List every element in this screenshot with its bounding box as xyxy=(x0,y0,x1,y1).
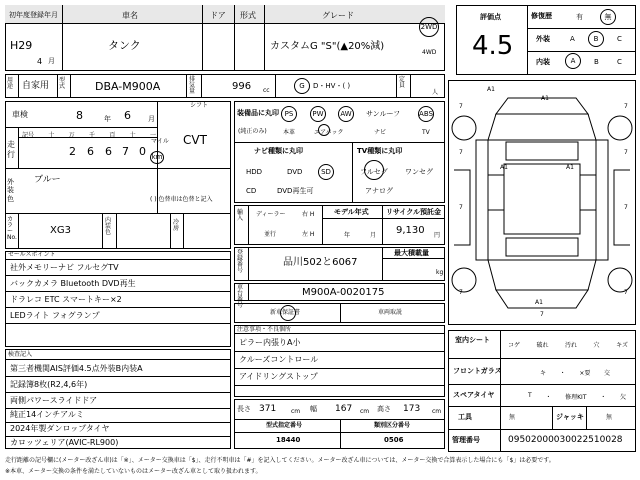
model-month-unit: 月 xyxy=(370,232,377,239)
panel-bracket: 7 xyxy=(459,103,463,110)
tv-oneseg: ワンセグ xyxy=(405,168,433,176)
row2-frame xyxy=(5,74,445,98)
import-dealer: ディーラー xyxy=(256,211,286,218)
panel-bracket: 7 xyxy=(624,289,628,296)
manual-label: 車両取説 xyxy=(378,309,403,316)
grade-label: グレード xyxy=(322,11,354,20)
interior-grade-b: B xyxy=(594,58,599,66)
inspector-note-line: カロッツェリア(AVIC-RL900) xyxy=(10,438,119,447)
height-unit: cm xyxy=(432,408,442,415)
damage-mark: A1 xyxy=(487,86,495,93)
damage-mark: A1 xyxy=(566,164,574,171)
width-label: 幅 xyxy=(310,405,317,413)
mile-unit: マイル xyxy=(151,138,169,145)
km-circle: km xyxy=(150,151,164,164)
length-label: 長さ xyxy=(237,405,251,413)
score-value: 4.5 xyxy=(472,31,514,61)
drive-2wd-circle: 2WD xyxy=(419,17,439,37)
import-label: 輸入 xyxy=(237,209,244,222)
notes-right-line: アイドリングストップ xyxy=(239,372,318,381)
exterior-grade-label: 外装 xyxy=(536,35,550,43)
interior-grade-a-circle: A xyxy=(565,53,581,69)
mileage-digit: 6 xyxy=(105,145,112,158)
max-load-unit: kg xyxy=(436,269,444,276)
grade-value: カスタムG "S"(▲20%減) xyxy=(270,41,385,52)
navi-label: ナビ xyxy=(374,129,387,136)
rear-hatch-outline xyxy=(488,260,596,290)
panel-bracket: 7 xyxy=(540,311,544,318)
tools-value: 無 xyxy=(509,414,516,421)
score-label: 評価点 xyxy=(480,13,501,21)
warranty-circle xyxy=(280,305,296,321)
exterior-color-value: ブルー xyxy=(34,175,61,185)
tv-label: TV xyxy=(422,129,430,136)
recycle-value: 9,130 xyxy=(396,225,425,236)
color-no-value: XG3 xyxy=(50,225,71,236)
panel-bracket: 7 xyxy=(459,149,463,156)
roof-outline xyxy=(504,164,580,234)
height-label: 高さ xyxy=(377,405,391,413)
equipment-title: 装備品に丸印 xyxy=(237,109,279,117)
inspection-label: 車検 xyxy=(12,110,28,119)
equipment-sub: (純正のみ) xyxy=(238,128,267,135)
exterior-grade-b-circle: B xyxy=(588,31,604,47)
wheel-front-left xyxy=(452,116,476,140)
navi-title: ナビ種類に丸印 xyxy=(254,147,303,155)
import-parallel: 並行 xyxy=(264,231,277,238)
repair-no-circle: 無 xyxy=(600,9,616,25)
sales-points-title: セールスポイント xyxy=(8,251,56,258)
type-value: DBA-M900A xyxy=(95,80,161,93)
tv-fullseg: フルセグ xyxy=(360,168,388,176)
inspection-month-unit: 月 xyxy=(148,115,155,123)
first-reg-label: 初年度登録年月 xyxy=(9,11,58,19)
right-side-outline xyxy=(596,140,608,260)
wheel-rear-right xyxy=(608,268,632,292)
car-name: タンク xyxy=(108,39,141,52)
interior-sheet-label: 室内シート xyxy=(455,336,490,344)
navi-hdd: HDD xyxy=(246,168,263,176)
new-car-warranty: 新車保証書 xyxy=(270,309,301,316)
notes-right-title: 注意事項・不良個所 xyxy=(237,326,292,333)
damage-mark: A1 xyxy=(535,299,543,306)
damage-mark: A1 xyxy=(500,164,508,171)
wheel-rear-left xyxy=(452,268,476,292)
sales-point-line: バックカメラ Bluetooth DVD再生 xyxy=(10,279,136,288)
length-unit: cm xyxy=(291,408,301,415)
model-label: 形式 xyxy=(240,11,256,20)
inspector-note-line: 2024年製ダンロップタイヤ xyxy=(10,424,110,433)
abs-circle: ABS xyxy=(418,106,434,122)
inspection-month: 6 xyxy=(124,109,131,122)
sales-point-line: LEDライト フォグランプ xyxy=(10,311,100,320)
use-label: 用途 xyxy=(7,77,14,90)
notes-right-line: ピラー内張りA小 xyxy=(239,338,301,347)
recycle-unit: 円 xyxy=(434,232,441,239)
rear-window-outline xyxy=(506,238,578,256)
interior-color-label: 内装色 xyxy=(105,217,112,236)
tv-analog: アナログ xyxy=(365,187,393,195)
inspector-notes-title: 検査記入 xyxy=(8,351,33,358)
aircon-label: 冷房 xyxy=(173,219,180,232)
inspection-year-unit: 年 xyxy=(104,115,111,123)
inspector-note-line: 両側パワースライドドア xyxy=(10,396,98,405)
aw-circle: AW xyxy=(338,106,354,122)
model-year-label: モデル年式 xyxy=(334,208,369,216)
sales-point-line: ドラレコ ETC スマートキー×2 xyxy=(10,295,122,304)
airbag-label: エアバック xyxy=(314,129,344,136)
exterior-color-label: 外装色 xyxy=(7,178,14,203)
plate-value: 品川502と6067 xyxy=(283,257,358,268)
panel-bracket: 7 xyxy=(624,149,628,156)
interior-grade-label: 内装 xyxy=(536,58,550,66)
navi-cd: CD xyxy=(246,187,257,195)
mileage-digit: 2 xyxy=(69,145,76,158)
color-no-label: カラーNo. xyxy=(7,216,17,241)
car-diagram xyxy=(448,80,636,325)
width-unit: cm xyxy=(360,408,370,415)
max-load-label: 最大積載量 xyxy=(394,249,429,257)
plate-label: 登録番号 xyxy=(237,249,244,274)
mileage-col-labels: 記号 十 万 千 百 十 一 xyxy=(22,132,156,139)
footer-line-1: 走行距離の記号欄に(メーター改ざん車)は「※」、メーター交換車は「$」、走行不明車は「#」を記入してください。メーター改ざん車については、メーター交換で合算表示した場合にも「$」は必要です。 xyxy=(5,457,555,464)
use-value: 自家用 xyxy=(22,81,50,91)
mileage-label: 走行 xyxy=(7,140,15,160)
exterior-grade-a: A xyxy=(570,35,575,43)
type-label: 型式 xyxy=(59,77,66,90)
repair-label: 修復歴 xyxy=(531,12,552,20)
spare-tire-label: スペアタイヤ xyxy=(453,391,495,399)
navi-dvd: DVD xyxy=(287,168,303,176)
inspection-year: 8 xyxy=(76,109,83,122)
exterior-grade-c: C xyxy=(617,35,622,43)
era-year: H29 xyxy=(10,39,33,52)
tools-label: 工具 xyxy=(458,413,472,421)
approval-label: 型式指定番号 xyxy=(266,422,303,429)
pw-circle: PW xyxy=(310,106,326,122)
shift-value: CVT xyxy=(183,133,207,147)
hood-outline xyxy=(488,114,596,140)
shift-label: シフト xyxy=(190,102,209,109)
panel-bracket: 7 xyxy=(624,103,628,110)
door-label: ドア xyxy=(210,11,226,20)
panel-bracket: 7 xyxy=(459,204,463,211)
leather-label: 本革 xyxy=(283,129,296,136)
import-left: 左 H xyxy=(302,231,315,238)
exterior-color-note: ( ) 色替車は色替と記入 xyxy=(150,196,213,203)
approval-value: 18440 xyxy=(276,436,301,444)
displacement-value: 996 xyxy=(232,81,252,92)
reg-month-unit: 月 xyxy=(48,57,55,65)
mileage-digit: 0 xyxy=(139,145,146,158)
chassis-value: M900A-0020175 xyxy=(302,287,385,298)
width-value: 167 xyxy=(335,404,353,414)
inspector-note-line: 記録簿8枚(R2,4,6年) xyxy=(10,380,88,389)
spare-tire-options: T ・ 修理KIT ・ 欠 xyxy=(528,392,626,401)
model-year-unit: 年 xyxy=(344,232,351,239)
ps-circle: PS xyxy=(281,106,297,122)
mileage-digit: 7 xyxy=(122,145,129,158)
fuel-options: D・HV・( ) xyxy=(313,82,351,90)
inspector-note-line: 第三者機関AIS評価4.5点外装B内装A xyxy=(10,364,143,373)
import-right: 右 H xyxy=(302,211,315,218)
panel-bracket: 7 xyxy=(459,289,463,296)
inspector-note-line: 純正14インチアルミ xyxy=(10,410,84,419)
jack-label: ジャッキ xyxy=(556,413,584,421)
airbag-circle xyxy=(318,124,330,136)
capacity-label: 定員 xyxy=(399,76,406,89)
cc-unit: cc xyxy=(263,87,270,94)
chassis-label: 車台番号 xyxy=(237,284,244,309)
fuel-g-circle: G xyxy=(294,78,310,94)
navi-sd-circle: SD xyxy=(318,164,334,180)
windshield-outline xyxy=(506,142,578,160)
left-side-outline xyxy=(476,140,488,260)
recycle-label: リサイクル預託金 xyxy=(386,208,442,216)
tv-fullseg-circle xyxy=(364,160,384,180)
car-name-label: 車名 xyxy=(122,11,138,20)
management-label: 管理番号 xyxy=(452,436,480,444)
notes-right-line: クルーズコントロール xyxy=(239,355,319,364)
footer-line-2: ※本車、メーター交換の条件を満たしていないものはメーター改ざん車として取り扱われます。 xyxy=(5,468,262,475)
windshield-options: キ ・ ×要 交 xyxy=(540,370,610,377)
capacity-unit: 人 xyxy=(432,89,439,96)
drive-4wd: 4WD xyxy=(422,49,437,56)
category-value: 0506 xyxy=(384,436,404,444)
navi-dvd-play: DVD再生可 xyxy=(277,187,314,195)
length-value: 371 xyxy=(259,404,277,414)
displacement-label: 排気量 xyxy=(189,76,196,95)
reg-month: 4 xyxy=(37,57,43,66)
sunroof-label: サンルーフ xyxy=(366,110,401,118)
panel-bracket: 7 xyxy=(624,204,628,211)
interior-grade-c: C xyxy=(617,58,622,66)
wheel-front-right xyxy=(608,116,632,140)
category-label: 類別区分番号 xyxy=(374,422,411,429)
interior-sheet-options: コゲ 破れ 汚れ 穴 キズ xyxy=(508,342,628,349)
tv-title: TV種類に丸印 xyxy=(357,147,403,155)
damage-mark: A1 xyxy=(541,95,549,102)
windshield-label: フロントガラス xyxy=(453,367,502,375)
repair-yes: 有 xyxy=(576,13,583,21)
height-value: 173 xyxy=(403,404,421,414)
management-value: 09502000030022510028 xyxy=(508,435,623,445)
jack-value: 無 xyxy=(606,414,613,421)
mileage-digit: 6 xyxy=(87,145,94,158)
sales-point-line: 社外メモリーナビ フルセグTV xyxy=(10,263,119,272)
